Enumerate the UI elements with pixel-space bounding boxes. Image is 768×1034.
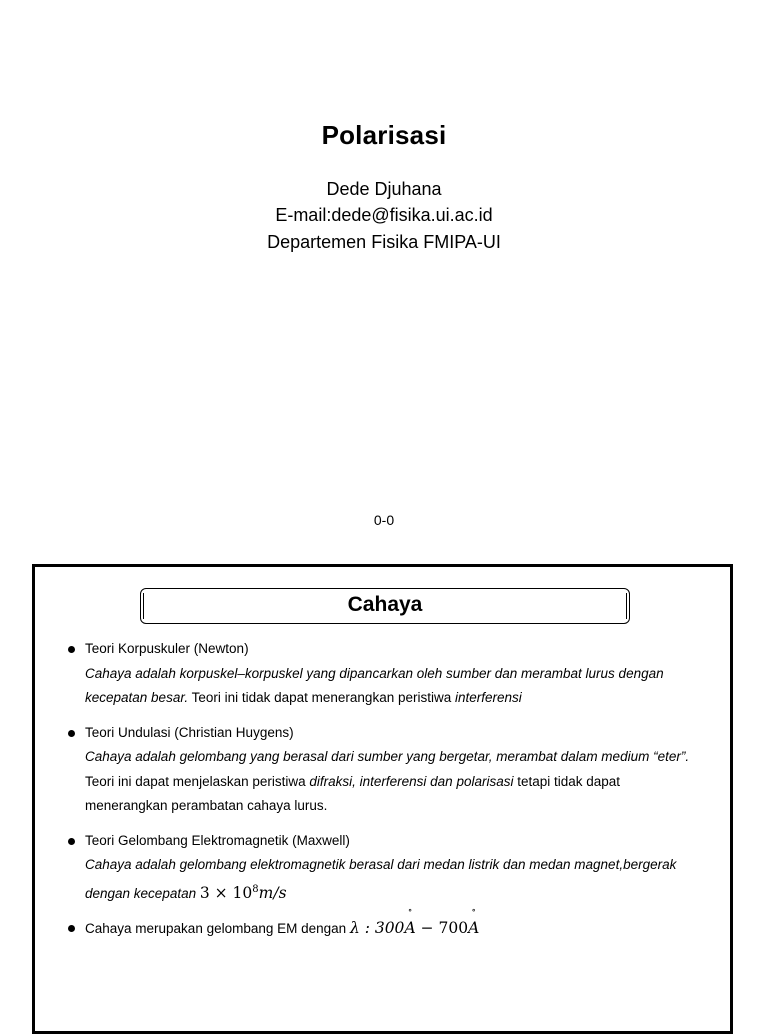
list-item bbox=[65, 637, 715, 711]
wavelength-formula: λ : 300 ∘ A − 700 ∘ A bbox=[349, 906, 480, 938]
heading-box bbox=[140, 588, 630, 624]
item-description: menerangkan perambatan cahaya lurus. bbox=[85, 798, 328, 813]
item-description: Cahaya adalah gelombang elektromagnetik berasal dari medan listrik dan medan magnet,bergerak bbox=[85, 857, 677, 872]
item-description: Teori ini tidak dapat menerangkan peristiwa bbox=[188, 690, 455, 705]
item-description: tetapi tidak dapat bbox=[513, 773, 621, 789]
content-slide bbox=[32, 564, 733, 1034]
bullet-icon bbox=[68, 925, 75, 932]
item-description: Teori ini dapat menjelaskan peristiwa bbox=[85, 773, 310, 789]
slide-title: Polarisasi bbox=[321, 120, 447, 150]
item-title: Teori Undulasi (Christian Huygens) bbox=[85, 724, 294, 740]
item-description: Cahaya adalah gelombang yang berasal dari sumber yang bergetar, merambat dalam medium “eter”. bbox=[85, 749, 690, 764]
item-description: Cahaya adalah korpuskel–korpuskel yang dipancarkan oleh sumber dan merambat lurus dengan bbox=[85, 665, 664, 681]
item-description: interferensi bbox=[454, 690, 522, 705]
list-item bbox=[65, 721, 715, 819]
item-description: kecepatan besar. bbox=[85, 690, 189, 705]
bullet-list bbox=[65, 637, 715, 952]
bullet-icon bbox=[68, 838, 75, 845]
author-email: E-mail:dede@fisika.ui.ac.id bbox=[275, 205, 493, 225]
author-department: Departemen Fisika FMIPA-UI bbox=[267, 232, 501, 252]
item-description: dengan kecepatan bbox=[85, 885, 200, 901]
list-item bbox=[65, 906, 715, 942]
speed-formula: $3 \times 10^8m/s$ bbox=[199, 883, 287, 902]
list-item bbox=[65, 829, 715, 907]
item-description: difraksi, interferensi dan polarisasi bbox=[309, 773, 514, 789]
bullet-icon bbox=[68, 730, 75, 737]
author-name: Dede Djuhana bbox=[326, 179, 442, 199]
item-text: Cahaya merupakan gelombang EM dengan bbox=[85, 921, 350, 937]
bullet-icon bbox=[68, 646, 75, 653]
item-title: Teori Korpuskuler (Newton) bbox=[85, 641, 249, 656]
item-title: Teori Gelombang Elektromagnetik (Maxwell) bbox=[85, 832, 350, 848]
page-number: 0-0 bbox=[373, 512, 395, 528]
slide-heading: Cahaya bbox=[347, 593, 423, 616]
